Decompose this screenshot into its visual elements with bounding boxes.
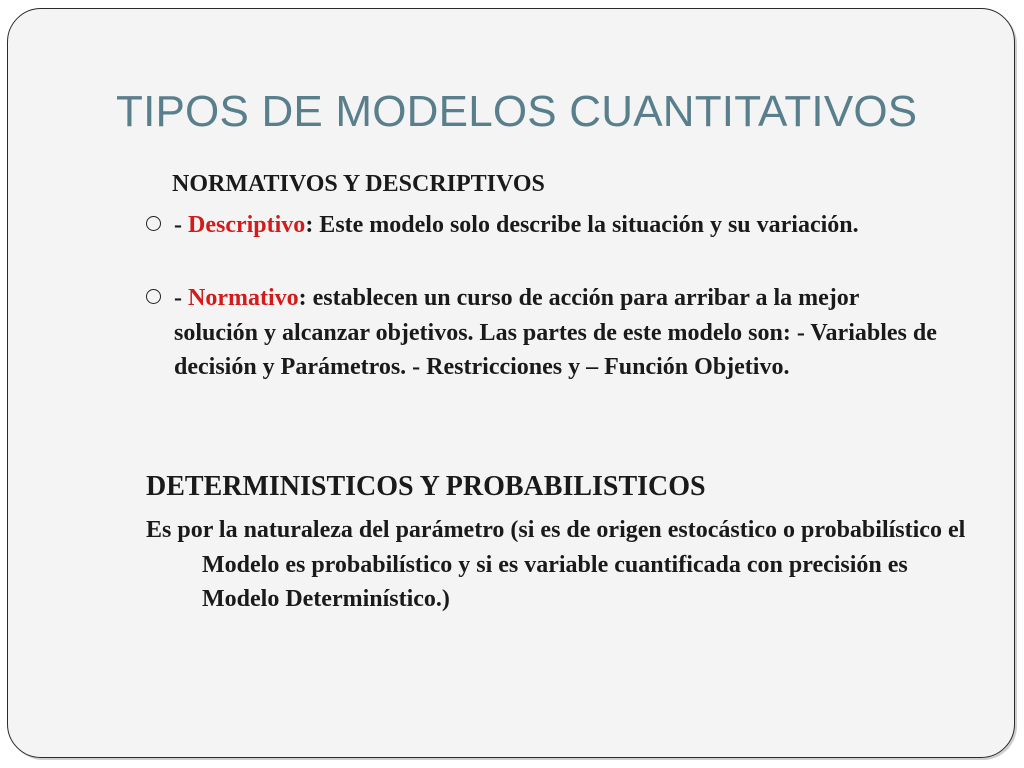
section-heading-normativos-descriptivos: NORMATIVOS Y DESCRIPTIVOS — [172, 171, 545, 197]
term-descriptivo: Descriptivo — [188, 212, 306, 238]
section-heading-deterministicos-probabilisticos: DETERMINISTICOS Y PROBABILISTICOS — [146, 471, 706, 502]
bullet-prefix: - — [174, 285, 188, 311]
bullet-text — [174, 281, 946, 385]
paragraph-naturaleza-parametro: Es por la naturaleza del parámetro (si es de origen estocástico o probabilístico el Modelo es probabilístico y si es variable cuantificada con precisión es Modelo Determinístico.) — [146, 517, 966, 612]
definition-descriptivo: : Este modelo solo describe la situación y su variación. — [305, 212, 859, 238]
term-normativo: Normativo — [188, 285, 299, 311]
hollow-circle-bullet-icon — [146, 216, 161, 231]
hollow-circle-bullet-icon — [146, 289, 161, 304]
slide-title: TIPOS DE MODELOS CUANTITATIVOS — [116, 87, 918, 136]
bullet-text — [174, 208, 946, 243]
definition-normativo: : establecen un curso de acción para arribar a la mejor solución y alcanzar objetivos. Las partes de este modelo son: - Variables de decisión y Parámetros. - Restricciones y – Función Objetivo. — [174, 285, 937, 380]
bullet-prefix: - — [174, 212, 188, 238]
bullet-descriptivo — [146, 208, 946, 243]
bullet-normativo — [146, 281, 946, 385]
